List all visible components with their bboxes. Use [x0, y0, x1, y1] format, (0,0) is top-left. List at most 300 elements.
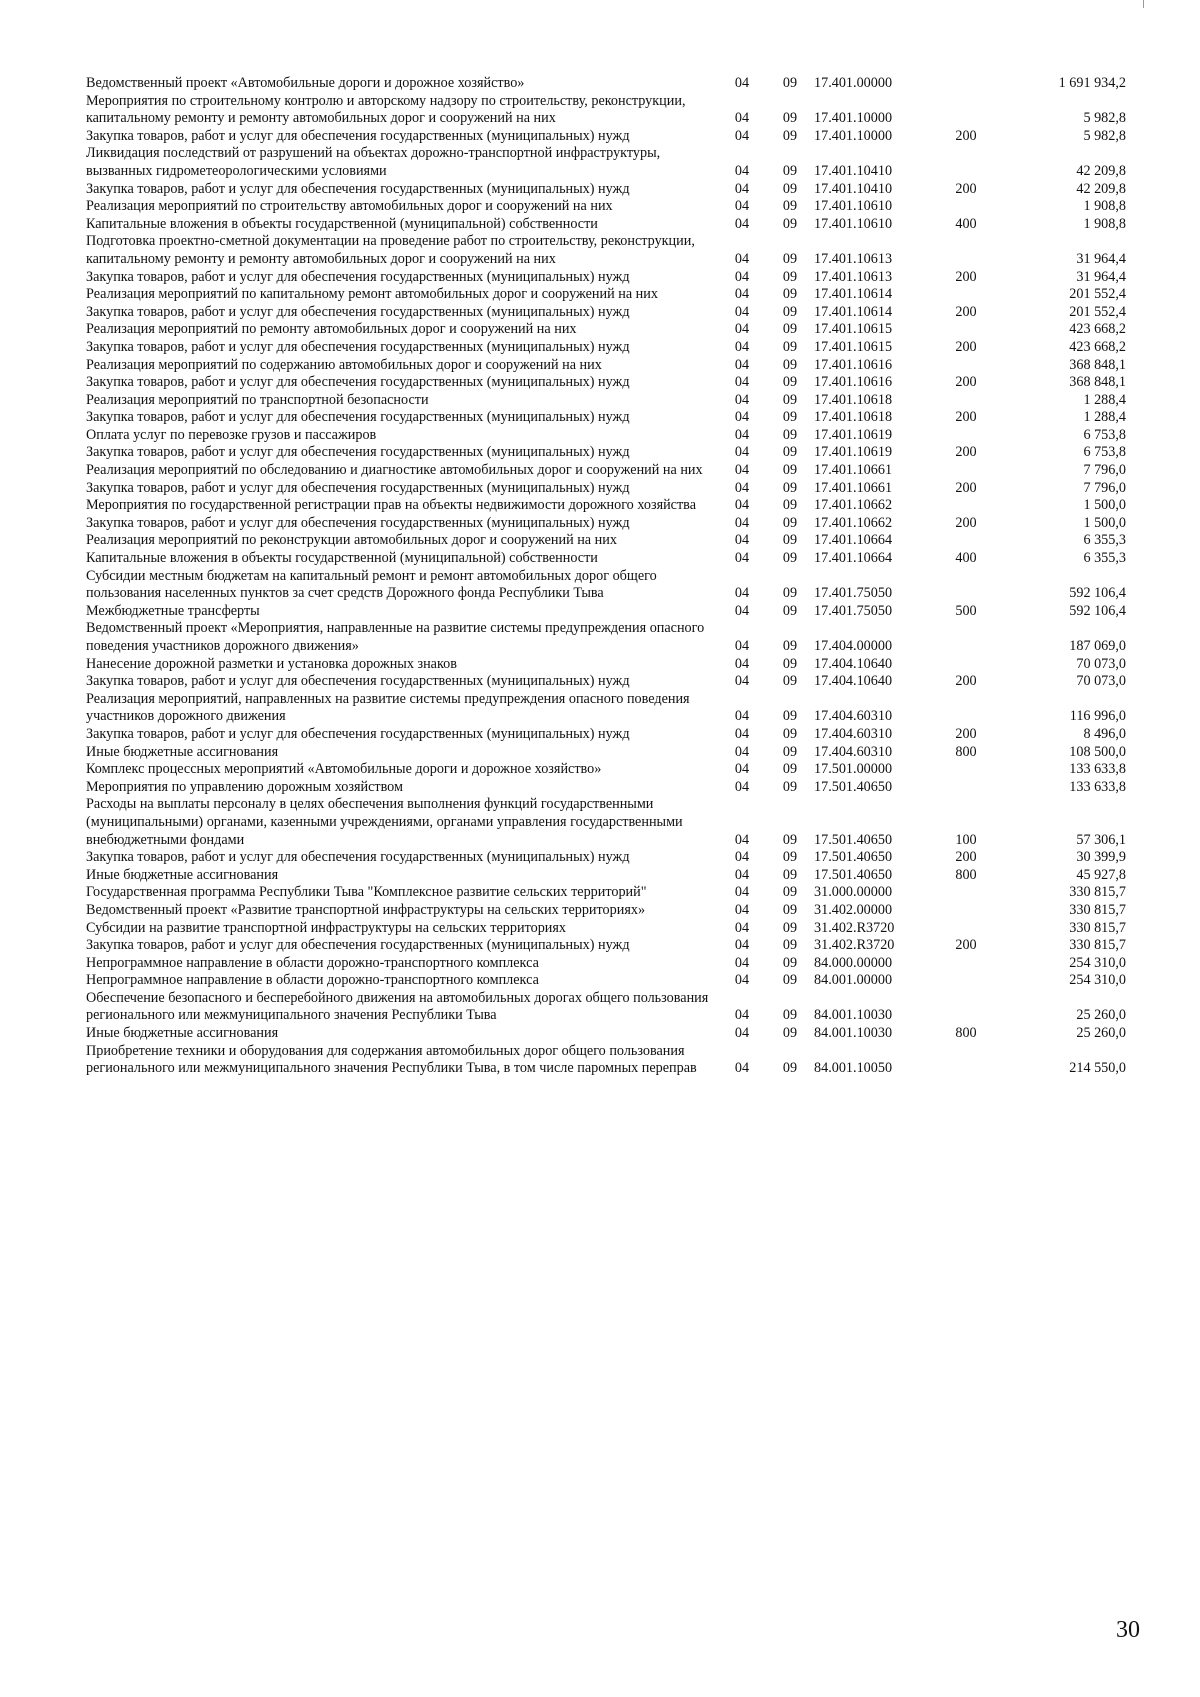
amount: 592 106,4	[1069, 602, 1126, 619]
row-name: Реализация мероприятий по реконструкции автомобильных дорог и сооружений на них	[86, 532, 617, 549]
target-article-code: 17.401.10661	[814, 462, 893, 479]
amount: 1 908,8	[1083, 198, 1126, 215]
row-name: Закупка товаров, работ и услуг для обеспечения государственных (муниципальных) нужд	[86, 374, 630, 391]
subsection-code: 09	[782, 409, 798, 426]
target-article-code: 17.401.10616	[814, 374, 893, 391]
section-code: 04	[734, 268, 750, 285]
subsection-code: 09	[782, 673, 798, 690]
subsection-code: 09	[782, 479, 798, 496]
row-name: Подготовка проектно-сметной документации на проведение работ по строительству, реконструкции, капитальному ремонту и ремонту автомобильных дорог и сооружений на них	[86, 233, 695, 267]
row-name: Субсидии на развитие транспортной инфраструктуры на сельских территориях	[86, 919, 566, 936]
table-row	[86, 849, 1126, 867]
section-code: 04	[734, 849, 750, 866]
row-name: Ликвидация последствий от разрушений на объектах дорожно-транспортной инфраструктуры, вызванных гидрометеорологическими условиями	[86, 145, 661, 179]
expense-type-code: 200	[955, 303, 977, 320]
amount: 8 496,0	[1083, 725, 1126, 742]
amount: 133 633,8	[1069, 761, 1126, 778]
expense-type-code	[934, 691, 998, 726]
table-row	[86, 145, 1126, 180]
row-name: Закупка товаров, работ и услуг для обеспечения государственных (муниципальных) нужд	[86, 127, 630, 144]
subsection-code: 09	[782, 338, 798, 355]
amount: 330 815,7	[1069, 901, 1126, 918]
row-name: Закупка товаров, работ и услуг для обеспечения государственных (муниципальных) нужд	[86, 725, 630, 742]
section-code: 04	[734, 198, 750, 215]
table-row	[86, 532, 1126, 550]
budget-table-body	[86, 75, 1126, 1078]
expense-type-code	[934, 1043, 998, 1078]
expense-type-code	[934, 427, 998, 445]
expense-type-code: 200	[955, 849, 977, 866]
row-name: Закупка товаров, работ и услуг для обеспечения государственных (муниципальных) нужд	[86, 338, 630, 355]
table-row	[86, 93, 1126, 128]
row-name: Капитальные вложения в объекты государственной (муниципальной) собственности	[86, 215, 598, 232]
section-code: 04	[734, 356, 750, 373]
table-row	[86, 427, 1126, 445]
row-name: Закупка товаров, работ и услуг для обеспечения государственных (муниципальных) нужд	[86, 444, 630, 461]
expense-type-code: 200	[955, 514, 977, 531]
subsection-code: 09	[782, 919, 798, 936]
target-article-code: 17.401.10662	[814, 514, 893, 531]
row-name: Реализация мероприятий по транспортной безопасности	[86, 391, 429, 408]
subsection-code: 09	[782, 901, 798, 918]
expense-type-code: 800	[955, 866, 977, 883]
row-name: Реализация мероприятий по содержанию автомобильных дорог и сооружений на них	[86, 356, 602, 373]
target-article-code: 17.401.10664	[814, 532, 893, 549]
subsection-code: 09	[782, 110, 798, 127]
subsection-code: 09	[782, 954, 798, 971]
expense-type-code: 500	[955, 602, 977, 619]
table-row	[86, 920, 1126, 938]
target-article-code: 17.401.10662	[814, 497, 893, 514]
amount: 45 927,8	[1076, 866, 1126, 883]
amount: 368 848,1	[1069, 374, 1126, 391]
subsection-code: 09	[782, 743, 798, 760]
row-name: Межбюджетные трансферты	[86, 602, 260, 619]
table-row	[86, 1043, 1126, 1078]
section-code: 04	[734, 75, 750, 91]
expense-type-code	[934, 972, 998, 990]
target-article-code: 17.501.00000	[814, 761, 893, 778]
expense-type-code	[934, 462, 998, 480]
subsection-code: 09	[782, 268, 798, 285]
row-name: Мероприятия по строительному контролю и авторскому надзору по строительству, реконструкции, капитальному ремонту и ремонту автомобильных дорог и сооружений на них	[86, 92, 686, 127]
target-article-code: 17.401.10410	[814, 180, 893, 197]
table-row	[86, 955, 1126, 973]
target-article-code: 17.401.75050	[814, 602, 893, 619]
subsection-code: 09	[782, 286, 798, 303]
subsection-code: 09	[782, 849, 798, 866]
subsection-code: 09	[782, 550, 798, 567]
subsection-code: 09	[782, 215, 798, 232]
expense-type-code: 200	[955, 937, 977, 954]
amount: 5 982,8	[1083, 110, 1126, 127]
target-article-code: 17.401.10610	[814, 215, 893, 232]
target-article-code: 17.401.10616	[814, 356, 893, 373]
target-article-code: 17.404.10640	[814, 655, 893, 672]
target-article-code: 17.501.40650	[814, 866, 893, 883]
target-article-code: 17.401.10618	[814, 409, 893, 426]
target-article-code: 17.404.60310	[814, 725, 893, 742]
row-name: Закупка товаров, работ и услуг для обеспечения государственных (муниципальных) нужд	[86, 514, 630, 531]
section-code: 04	[734, 409, 750, 426]
target-article-code: 17.404.00000	[814, 638, 893, 654]
section-code: 04	[734, 286, 750, 303]
target-article-code: 31.402.R3720	[814, 937, 895, 954]
table-row	[86, 339, 1126, 357]
expense-type-code: 200	[955, 673, 977, 690]
amount: 214 550,0	[1069, 1060, 1126, 1077]
target-article-code: 17.401.10614	[814, 286, 893, 303]
subsection-code: 09	[782, 250, 798, 267]
row-name: Мероприятия по государственной регистрации прав на объекты недвижимости дорожного хозяйства	[86, 497, 696, 514]
target-article-code: 17.401.00000	[814, 75, 893, 91]
section-code: 04	[734, 162, 750, 179]
expense-type-code	[934, 286, 998, 304]
amount: 330 815,7	[1069, 884, 1126, 901]
section-code: 04	[734, 602, 750, 619]
budget-table	[86, 75, 1126, 1078]
row-name: Иные бюджетные ассигнования	[86, 743, 279, 760]
row-name: Государственная программа Республики Тыва "Комплексное развитие сельских территорий"	[86, 884, 647, 901]
amount: 368 848,1	[1069, 356, 1126, 373]
target-article-code: 84.001.10030	[814, 1025, 893, 1042]
target-article-code: 17.401.10615	[814, 321, 893, 338]
section-code: 04	[734, 462, 750, 479]
expense-type-code	[934, 497, 998, 515]
amount: 330 815,7	[1069, 937, 1126, 954]
subsection-code: 09	[782, 1060, 798, 1077]
subsection-code: 09	[782, 708, 798, 725]
subsection-code: 09	[782, 127, 798, 144]
expense-type-code	[934, 198, 998, 216]
expense-type-code	[934, 761, 998, 779]
expense-type-code	[934, 93, 998, 128]
section-code: 04	[734, 550, 750, 567]
subsection-code: 09	[782, 655, 798, 672]
expense-type-code	[934, 532, 998, 550]
subsection-code: 09	[782, 884, 798, 901]
amount: 1 288,4	[1083, 409, 1126, 426]
section-code: 04	[734, 1060, 750, 1077]
table-row	[86, 304, 1126, 322]
expense-type-code: 200	[955, 268, 977, 285]
amount: 70 073,0	[1076, 673, 1126, 690]
row-name: Закупка товаров, работ и услуг для обеспечения государственных (муниципальных) нужд	[86, 849, 630, 866]
section-code: 04	[734, 514, 750, 531]
section-code: 04	[734, 954, 750, 971]
expense-type-code: 400	[955, 550, 977, 567]
subsection-code: 09	[782, 462, 798, 479]
subsection-code: 09	[782, 1025, 798, 1042]
section-code: 04	[734, 321, 750, 338]
expense-type-code: 800	[955, 743, 977, 760]
expense-type-code: 100	[955, 831, 977, 848]
subsection-code: 09	[782, 602, 798, 619]
amount: 42 209,8	[1076, 180, 1126, 197]
table-row	[86, 620, 1126, 655]
table-row	[86, 357, 1126, 375]
target-article-code: 17.501.40650	[814, 831, 893, 848]
section-code: 04	[734, 919, 750, 936]
expense-type-code	[934, 392, 998, 410]
subsection-code: 09	[782, 972, 798, 989]
amount: 6 753,8	[1083, 444, 1126, 461]
amount: 133 633,8	[1069, 778, 1126, 795]
section-code: 04	[734, 532, 750, 549]
table-row	[86, 568, 1126, 603]
expense-type-code	[934, 568, 998, 603]
table-row	[86, 972, 1126, 990]
amount: 25 260,0	[1076, 1025, 1126, 1042]
subsection-code: 09	[782, 356, 798, 373]
section-code: 04	[734, 725, 750, 742]
subsection-code: 09	[782, 180, 798, 197]
row-name: Реализация мероприятий по ремонту автомобильных дорог и сооружений на них	[86, 321, 577, 338]
expense-type-code: 200	[955, 374, 977, 391]
table-row	[86, 462, 1126, 480]
amount: 31 964,4	[1076, 268, 1126, 285]
table-row	[86, 691, 1126, 726]
subsection-code: 09	[782, 778, 798, 795]
section-code: 04	[734, 655, 750, 672]
row-name: Закупка товаров, работ и услуг для обеспечения государственных (муниципальных) нужд	[86, 479, 630, 496]
amount: 42 209,8	[1076, 162, 1126, 179]
subsection-code: 09	[782, 585, 798, 602]
section-code: 04	[734, 638, 750, 654]
expense-type-code	[934, 920, 998, 938]
amount: 5 982,8	[1083, 127, 1126, 144]
target-article-code: 17.404.60310	[814, 708, 893, 725]
row-name: Ведомственный проект «Развитие транспортной инфраструктуры на сельских территориях»	[86, 901, 646, 918]
row-name: Ведомственный проект «Мероприятия, направленные на развитие системы предупреждения опасного поведения участников дорожного движения»	[86, 620, 705, 654]
table-row	[86, 497, 1126, 515]
amount: 201 552,4	[1069, 303, 1126, 320]
row-name: Субсидии местным бюджетам на капитальный ремонт и ремонт автомобильных дорог общего пользования населенных пунктов за счет средств Дорожного фонда Республики Тыва	[86, 567, 657, 602]
subsection-code: 09	[782, 725, 798, 742]
expense-type-code: 200	[955, 725, 977, 742]
target-article-code: 17.401.10613	[814, 268, 893, 285]
table-row	[86, 515, 1126, 533]
expense-type-code: 200	[955, 444, 977, 461]
expense-type-code: 200	[955, 409, 977, 426]
subsection-code: 09	[782, 162, 798, 179]
section-code: 04	[734, 884, 750, 901]
section-code: 04	[734, 673, 750, 690]
section-code: 04	[734, 972, 750, 989]
target-article-code: 31.402.00000	[814, 901, 893, 918]
row-name: Закупка товаров, работ и услуг для обеспечения государственных (муниципальных) нужд	[86, 409, 630, 426]
section-code: 04	[734, 585, 750, 602]
row-name: Нанесение дорожной разметки и установка дорожных знаков	[86, 655, 457, 672]
amount: 592 106,4	[1069, 585, 1126, 602]
row-name: Комплекс процессных мероприятий «Автомобильные дороги и дорожное хозяйство»	[86, 761, 602, 778]
table-row	[86, 603, 1126, 621]
row-name: Реализация мероприятий по обследованию и диагностике автомобильных дорог и сооружений на них	[86, 462, 703, 479]
target-article-code: 17.401.75050	[814, 585, 893, 602]
subsection-code: 09	[782, 497, 798, 514]
row-name: Реализация мероприятий по строительству автомобильных дорог и сооружений на них	[86, 198, 613, 215]
expense-type-code	[934, 990, 998, 1025]
table-row	[86, 796, 1126, 849]
subsection-code: 09	[782, 532, 798, 549]
row-name: Иные бюджетные ассигнования	[86, 1025, 279, 1042]
section-code: 04	[734, 1007, 750, 1024]
expense-type-code	[934, 357, 998, 375]
table-row	[86, 321, 1126, 339]
row-name: Непрограммное направление в области дорожно-транспортного комплекса	[86, 972, 539, 989]
subsection-code: 09	[782, 638, 798, 654]
table-row	[86, 726, 1126, 744]
subsection-code: 09	[782, 831, 798, 848]
row-name: Расходы на выплаты персоналу в целях обеспечения выполнения функций государственными (муниципальными) органами, казенными учреждениями, органами управления государственными внебюджетными фондами	[86, 796, 683, 848]
row-name: Иные бюджетные ассигнования	[86, 866, 279, 883]
section-code: 04	[734, 127, 750, 144]
amount: 6 355,3	[1083, 550, 1126, 567]
target-article-code: 17.401.10618	[814, 391, 893, 408]
table-row	[86, 867, 1126, 885]
expense-type-code: 200	[955, 127, 977, 144]
target-article-code: 17.404.60310	[814, 743, 893, 760]
subsection-code: 09	[782, 321, 798, 338]
row-name: Мероприятия по управлению дорожным хозяйством	[86, 778, 403, 795]
table-row	[86, 480, 1126, 498]
expense-type-code	[934, 656, 998, 674]
target-article-code: 17.401.10615	[814, 338, 893, 355]
page-number: 30	[1116, 1617, 1140, 1643]
target-article-code: 17.401.10661	[814, 479, 893, 496]
amount: 57 306,1	[1076, 831, 1126, 848]
table-row	[86, 550, 1126, 568]
table-row	[86, 990, 1126, 1025]
expense-type-code: 200	[955, 479, 977, 496]
row-name: Реализация мероприятий по капитальному ремонт автомобильных дорог и сооружений на них	[86, 286, 658, 303]
scan-edge-mark	[1143, 0, 1144, 8]
amount: 423 668,2	[1069, 321, 1126, 338]
row-name: Приобретение техники и оборудования для содержания автомобильных дорог общего пользования регионального или межмуниципального значения Республики Тыва, в том числе паромных переправ	[86, 1042, 697, 1077]
subsection-code: 09	[782, 374, 798, 391]
table-row	[86, 128, 1126, 146]
row-name: Обеспечение безопасного и бесперебойного движения на автомобильных дорогах общего пользования регионального или межмуниципального значения Республики Тыва	[86, 989, 709, 1024]
expense-type-code: 800	[955, 1025, 977, 1042]
table-row	[86, 902, 1126, 920]
amount: 116 996,0	[1069, 708, 1126, 725]
table-row	[86, 286, 1126, 304]
table-row	[86, 444, 1126, 462]
table-row	[86, 779, 1126, 797]
row-name: Капитальные вложения в объекты государственной (муниципальной) собственности	[86, 550, 598, 567]
table-row	[86, 233, 1126, 268]
amount: 187 069,0	[1069, 638, 1126, 654]
table-row	[86, 392, 1126, 410]
expense-type-code	[934, 145, 998, 180]
amount: 7 796,0	[1083, 462, 1126, 479]
amount: 1 691 934,2	[1058, 75, 1126, 91]
section-code: 04	[734, 901, 750, 918]
target-article-code: 17.401.10610	[814, 198, 893, 215]
row-name: Закупка товаров, работ и услуг для обеспечения государственных (муниципальных) нужд	[86, 268, 630, 285]
expense-type-code: 200	[955, 338, 977, 355]
table-row	[86, 409, 1126, 427]
target-article-code: 84.000.00000	[814, 954, 893, 971]
subsection-code: 09	[782, 866, 798, 883]
amount: 6 355,3	[1083, 532, 1126, 549]
section-code: 04	[734, 497, 750, 514]
section-code: 04	[734, 444, 750, 461]
target-article-code: 17.401.10619	[814, 426, 893, 443]
row-name: Закупка товаров, работ и услуг для обеспечения государственных (муниципальных) нужд	[86, 937, 630, 954]
expense-type-code: 200	[955, 180, 977, 197]
amount: 7 796,0	[1083, 479, 1126, 496]
amount: 330 815,7	[1069, 919, 1126, 936]
target-article-code: 17.501.40650	[814, 849, 893, 866]
subsection-code: 09	[782, 426, 798, 443]
target-article-code: 17.401.10664	[814, 550, 893, 567]
target-article-code: 17.401.10000	[814, 127, 893, 144]
subsection-code: 09	[782, 514, 798, 531]
section-code: 04	[734, 426, 750, 443]
expense-type-code: 400	[955, 215, 977, 232]
target-article-code: 17.401.10619	[814, 444, 893, 461]
amount: 254 310,0	[1069, 972, 1126, 989]
subsection-code: 09	[782, 444, 798, 461]
table-row	[86, 761, 1126, 779]
section-code: 04	[734, 479, 750, 496]
row-name: Реализация мероприятий, направленных на развитие системы предупреждения опасного поведения участников дорожного движения	[86, 690, 690, 725]
subsection-code: 09	[782, 303, 798, 320]
table-row	[86, 374, 1126, 392]
table-row	[86, 1025, 1126, 1043]
expense-type-code	[934, 884, 998, 902]
row-name: Непрограммное направление в области дорожно-транспортного комплекса	[86, 954, 539, 971]
section-code: 04	[734, 215, 750, 232]
expense-type-code	[934, 779, 998, 797]
expense-type-code	[934, 75, 998, 93]
table-row	[86, 198, 1126, 216]
table-row	[86, 75, 1126, 93]
amount: 25 260,0	[1076, 1007, 1126, 1024]
row-name: Оплата услуг по перевозке грузов и пассажиров	[86, 426, 377, 443]
table-row	[86, 656, 1126, 674]
row-name: Ведомственный проект «Автомобильные дороги и дорожное хозяйство»	[86, 75, 525, 91]
section-code: 04	[734, 338, 750, 355]
section-code: 04	[734, 374, 750, 391]
amount: 1 500,0	[1083, 514, 1126, 531]
expense-type-code	[934, 620, 998, 655]
amount: 201 552,4	[1069, 286, 1126, 303]
table-row	[86, 216, 1126, 234]
amount: 6 753,8	[1083, 426, 1126, 443]
subsection-code: 09	[782, 1007, 798, 1024]
target-article-code: 17.501.40650	[814, 778, 893, 795]
target-article-code: 17.401.10613	[814, 250, 893, 267]
subsection-code: 09	[782, 937, 798, 954]
section-code: 04	[734, 866, 750, 883]
target-article-code: 84.001.10050	[814, 1060, 893, 1077]
row-name: Закупка товаров, работ и услуг для обеспечения государственных (муниципальных) нужд	[86, 180, 630, 197]
row-name: Закупка товаров, работ и услуг для обеспечения государственных (муниципальных) нужд	[86, 673, 630, 690]
expense-type-code	[934, 233, 998, 268]
section-code: 04	[734, 708, 750, 725]
section-code: 04	[734, 250, 750, 267]
target-article-code: 17.404.10640	[814, 673, 893, 690]
section-code: 04	[734, 831, 750, 848]
amount: 31 964,4	[1076, 250, 1126, 267]
amount: 1 500,0	[1083, 497, 1126, 514]
section-code: 04	[734, 778, 750, 795]
table-row	[86, 884, 1126, 902]
target-article-code: 17.401.10000	[814, 110, 893, 127]
table-row	[86, 937, 1126, 955]
